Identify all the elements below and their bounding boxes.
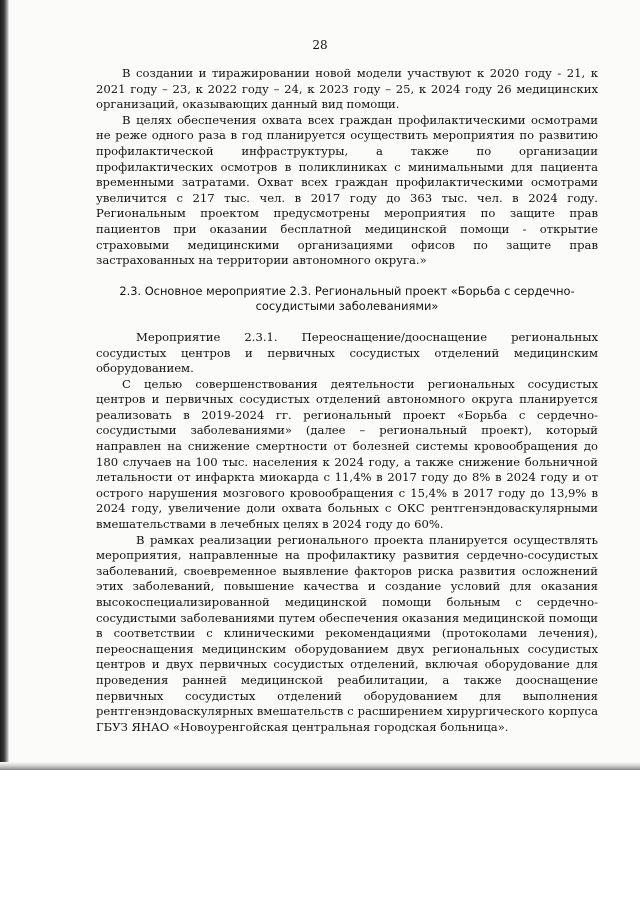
paragraph-project-activities: В рамках реализации регионального проекта планируется осуществлять мероприятия, направленные на профилактику развития сердечно-сосудистых заболеваний, своевременное выявление факторов риска развития осложнений этих заболеваний, повышение качества и создание условий для оказания высокоспециализированной медицинской помощи больным с сердечно-сосудистыми заболеваниями путем обеспечения оказания медицинской помощи в соответствии с клиническими рекомендациями (протоколами лечения), переоснащения медицинским оборудованием двух региональных сосудистых центров и двух первичных сосудистых отделений, включая оборудование для проведения ранней медицинской реабилитации, а также дооснащение первичных сосудистых отделений оборудованием для выполнения рентгенэндоваскулярных вмешательств с расширением хирургического корпуса ГБУЗ ЯНАО «Новоуренгойская центральная городская больница». xyxy=(96,532,598,734)
page-number: 28 xyxy=(312,38,328,52)
paragraph-preventive-exams: В целях обеспечения охвата всех граждан профилактическими осмотрами не реже одного раза в год планируется осуществить мероприятия по развитию профилактической инфраструктуры, а также по организации профилактических осмотров в поликлиниках с минимальными для пациента временными затратами. Охват всех граждан профилактическими осмотрами увеличится с 217 тыс. чел. в 2017 году до 363 тыс. чел. в 2024 году. Региональным проектом предусмотрены мероприятия по защите прав пациентов при оказании бесплатной медицинской помощи - открытие страховыми медицинскими организациями офисов по защите прав застрахованных на территории автономного округа.» xyxy=(96,112,598,268)
document-body xyxy=(96,66,598,735)
scan-edge-bottom xyxy=(0,762,640,770)
section-heading: 2.3. Основное мероприятие 2.3. Региональный проект «Борьба с сердечно-сосудистыми заболеваниями» xyxy=(119,283,575,314)
paragraph-measure-2-3-1: Мероприятие 2.3.1. Переоснащение/дооснащение региональных сосудистых центров и первичных сосудистых отделений медицинским оборудованием. xyxy=(96,329,598,376)
scan-edge-left xyxy=(0,0,9,770)
paragraph-new-model: В создании и тиражировании новой модели участвуют к 2020 году - 21, к 2021 году – 23, к 2022 году – 24, к 2023 году – 25, к 2024 году 26 медицинских организаций, оказывающих данный вид помощи. xyxy=(96,66,598,112)
paragraph-regional-project-goals: С целью совершенствования деятельности региональных сосудистых центров и первичных сосудистых отделений автономного округа планируется реализовать в 2019-2024 гг. региональный проект «Борьба с сердечно-сосудистыми заболеваниями» (далее – региональный проект), который направлен на снижение смертности от болезней системы кровообращения до 180 случаев на 100 тыс. населения к 2024 году, а также снижение больничной летальности от инфаркта миокарда с 11,4% в 2017 году до 8% в 2024 году и от острого нарушения мозгового кровообращения с 15,4% в 2017 году до 13,9% в 2024 году, увеличение доли охвата больных с ОКС рентгенэндоваскулярными вмешательствами в лечебных целях в 2024 году до 60%. xyxy=(96,376,598,532)
